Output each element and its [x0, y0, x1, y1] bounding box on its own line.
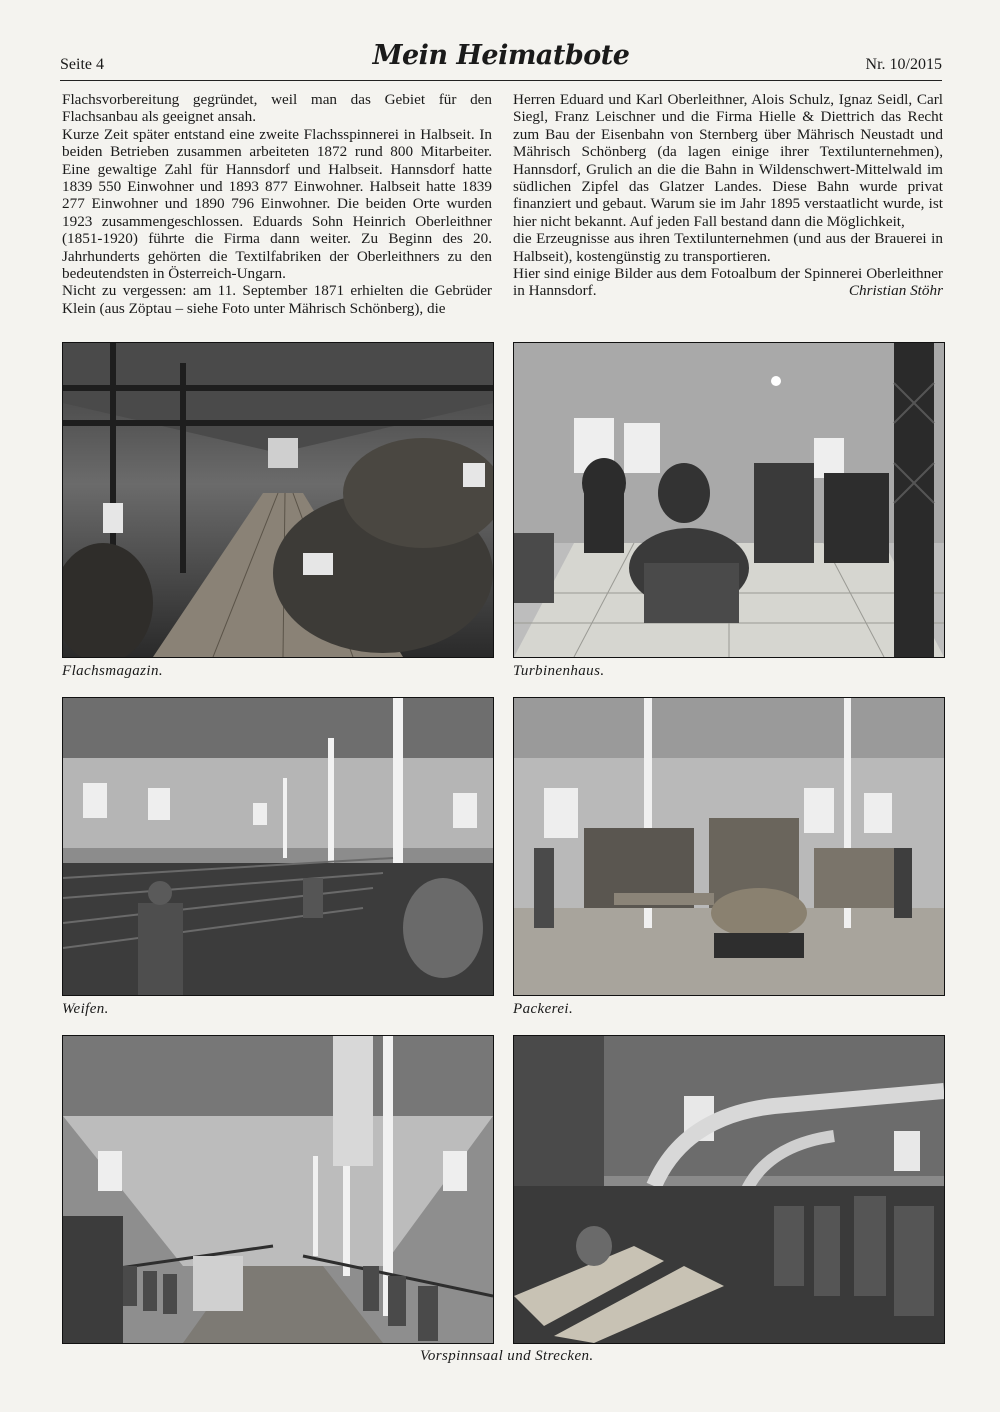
photo-caption-bottom: Vorspinnsaal und Strecken. — [420, 1348, 594, 1364]
issue-number: Nr. 10/2015 — [865, 56, 942, 73]
paragraph: die Erzeugnisse aus ihren Textilunternehmen (und aus der Brauerei in Halbseit), kostengünstig zu transportieren. — [513, 230, 943, 265]
article-column-left — [62, 91, 492, 317]
header-rule — [60, 80, 942, 81]
masthead-title: Mein Heimatbote — [372, 40, 630, 71]
photo-caption: Turbinenhaus. — [513, 663, 605, 679]
photo-flachsmagazin — [62, 342, 494, 658]
author-signature: Christian Stöhr — [848, 282, 943, 300]
paragraph: Kurze Zeit später entstand eine zweite Flachsspinnerei in Halbseit. In beiden Betrieben zusammen arbeiteten 1872 rund 800 Mitarbeiter. Eine gewaltige Zahl für Hannsdorf und Halbseit. Hannsdorf hatte 1839 550 Einwohner und 1893 877 Einwohner. Halbseit hatte 1839 277 Einwohner und 1890 796 Einwohner. Die beiden Orte wurden 1923 zusammengeschlossen. Eduards Sohn Heinrich Oberleithner (1851-1920) führte die Firma dann weiter. Zu Beginn des 20. Jahrhunderts gehörten die Textilfabriken der Oberleithners zu den bedeutendsten in Österreich-Ungarn. — [62, 125, 492, 283]
photo-caption: Packerei. — [513, 1001, 574, 1017]
page-number: Seite 4 — [60, 56, 104, 73]
photo-vorspinnsaal — [62, 1035, 494, 1344]
photo-caption: Flachsmagazin. — [62, 663, 164, 679]
page-header — [60, 40, 942, 80]
photo-strecken — [513, 1035, 945, 1344]
paragraph: Herren Eduard und Karl Oberleithner, Alois Schulz, Ignaz Seidl, Carl Siegl, Franz Leischner und die Firma Hielle & Diettrich das Recht zum Bau der Eisenbahn von Sternberg über Mährisch Neustadt und Mährisch Schönberg (da lagen einige ihrer Textilunternehmen), Hannsdorf, Grulich an die die Bahn in Wildenschwert-Mittelwald im südlichen Zipfel das Glatzer Landes. Diese Bahn wurde privat finanziert und gebaut. Warum sie im Jahr 1895 verstaatlicht wurde, ist hier nicht bekannt. Auf jeden Fall bestand dann die Möglichkeit, — [513, 91, 943, 230]
photo-packerei — [513, 697, 945, 996]
article-column-right — [513, 91, 943, 300]
paragraph: Flachsvorbereitung gegründet, weil man das Gebiet für den Flachsanbau als geeignet ansah. — [62, 91, 492, 126]
paragraph: Nicht zu vergessen: am 11. September 1871 erhielten die Gebrüder Klein (aus Zöptau – siehe Foto unter Mährisch Schönberg), die — [62, 282, 492, 317]
photo-caption: Weifen. — [62, 1001, 109, 1017]
photo-weifen — [62, 697, 494, 996]
paragraph: Hier sind einige Bilder aus dem Fotoalbum der Spinnerei Oberleithner in Hannsdorf. — [513, 265, 943, 300]
photo-turbinenhaus — [513, 342, 945, 658]
